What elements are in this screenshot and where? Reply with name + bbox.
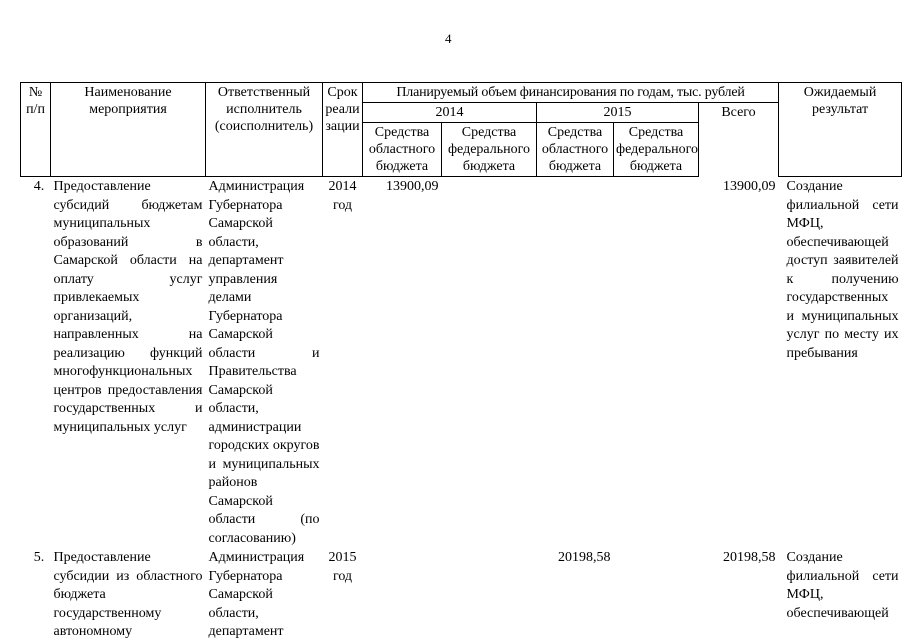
funding-table <box>20 82 902 642</box>
header-name: Наименование мероприятия <box>51 83 206 177</box>
row-2015-regional <box>537 177 614 549</box>
row-2014-federal <box>442 177 537 549</box>
row-2014-federal <box>442 548 537 642</box>
row-2015-federal <box>614 177 699 549</box>
header-result: Ожидаемый результат <box>779 83 902 177</box>
table-row <box>21 177 902 549</box>
table-row <box>21 548 902 642</box>
header-total: Всего <box>699 103 779 177</box>
header-2014-federal: Средства федерального бюджета <box>442 123 537 177</box>
row-term: 2015 год <box>328 550 357 584</box>
row-total: 13900,09 <box>723 178 776 194</box>
row-2014-regional: 13900,09 <box>386 179 439 194</box>
row-executor: Администрация Губернатора Самарской области, департамент <box>208 550 305 639</box>
header-2014-regional: Средства областного бюджета <box>363 123 442 177</box>
row-2014-regional <box>363 548 442 642</box>
row-term: 2014 год <box>328 179 357 213</box>
row-name: Предоставление субсидии из областного бюджета государственному автономному <box>53 550 203 639</box>
page-number: 4 <box>445 31 452 46</box>
header-num: № п/п <box>21 83 51 177</box>
header-2015-regional: Средства областного бюджета <box>537 123 614 177</box>
header-term: Срок реализации <box>323 83 363 177</box>
header-2015-federal: Средства федерального бюджета <box>614 123 699 177</box>
row-result: Создание филиальной сети МФЦ, обеспечивающей доступ заявителей к получению государственных и муниципальных услуг по месту их пребывания <box>786 179 899 361</box>
row-name: Предоставление субсидий бюджетам муниципальных образований в Самарской области на оплату услуг привлекаемых организаций, направленных на реализацию функций многофункциональных центров предоставления государственных и муниципальных услуг <box>53 179 203 435</box>
header-funding-group: Планируемый объем финансирования по годам, тыс. рублей <box>363 83 779 103</box>
header-year-2015: 2015 <box>537 103 699 123</box>
header-year-2014: 2014 <box>363 103 537 123</box>
row-2015-regional: 20198,58 <box>558 550 611 565</box>
row-executor: Администрация Губернатора Самарской области, департамент управления делами Губернатора Самарской области и Правительства Самарской области, администрации городских округов и муниципальных районов Самарской области (по согласованию) <box>208 179 320 546</box>
row-num: 5. <box>33 550 45 565</box>
row-result: Создание филиальной сети МФЦ, обеспечивающей <box>786 550 899 621</box>
row-num: 4. <box>33 179 45 194</box>
row-total: 20198,58 <box>723 550 776 565</box>
header-executor: Ответственный исполнитель (соисполнитель) <box>206 83 323 177</box>
row-2015-federal <box>614 548 699 642</box>
